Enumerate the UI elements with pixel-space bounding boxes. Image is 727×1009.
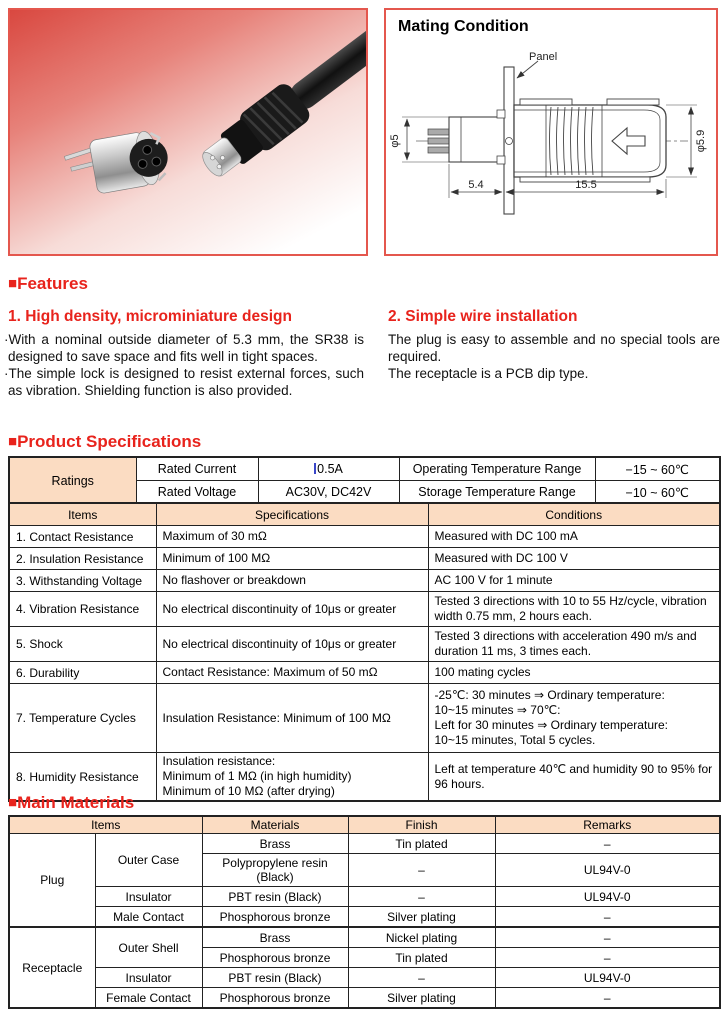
receptacle-group-cell: Receptacle [9, 927, 95, 1008]
finish-cell: Silver plating [348, 988, 495, 1009]
photo-background [10, 10, 366, 254]
material-cell: Brass [202, 834, 348, 854]
spec-row [9, 548, 720, 570]
mating-condition-drawing [386, 10, 716, 254]
remarks-cell: – [495, 927, 720, 948]
part-cell: Female Contact [95, 988, 202, 1009]
spec-condition: -25℃: 30 minutes ⇒ Ordinary temperature: 10~15 minutes ⇒ 70℃: Left for 30 minutes ⇒ Ordinary temperature: 10~15 minutes, Total 5 cycles. [428, 684, 720, 753]
material-cell: Brass [202, 927, 348, 948]
spec-value: Insulation resistance: Minimum of 1 MΩ (in high humidity) Minimum of 10 MΩ (after drying) [156, 753, 428, 802]
product-photo [10, 10, 366, 254]
spec-item: 3. Withstanding Voltage [9, 570, 156, 592]
spec-condition: 100 mating cycles [428, 662, 720, 684]
spec-row [9, 662, 720, 684]
rated-voltage-label: Rated Voltage [136, 481, 258, 505]
remarks-cell: – [495, 988, 720, 1009]
spec-item: 1. Contact Resistance [9, 526, 156, 548]
spec-item: 7. Temperature Cycles [9, 684, 156, 753]
product-specifications-heading: ■Product Specifications [8, 432, 202, 451]
dia-plug-label: φ5.9 [695, 129, 707, 153]
plug-group-cell: Plug [9, 834, 95, 928]
mating-condition-box [384, 8, 718, 256]
operating-temp-label: Operating Temperature Range [399, 457, 595, 481]
spec-item: 8. Humidity Resistance [9, 753, 156, 802]
materials-row [9, 927, 720, 948]
finish-cell: – [348, 968, 495, 988]
feature-1-title: 1. High density, microminiature design [8, 308, 292, 325]
spec-value: No electrical discontinuity of 10μs or greater [156, 627, 428, 662]
materials-header-finish: Finish [348, 816, 495, 834]
spec-value: Maximum of 30 mΩ [156, 526, 428, 548]
spec-row [9, 627, 720, 662]
spec-condition: AC 100 V for 1 minute [428, 570, 720, 592]
rated-voltage-value: AC30V, DC42V [258, 481, 399, 505]
rated-current-label: Rated Current [136, 457, 258, 481]
spec-condition: Tested 3 directions with acceleration 490 m/s and duration 11 ms, 3 times each. [428, 627, 720, 662]
finish-cell: Tin plated [348, 948, 495, 968]
material-cell: Phosphorous bronze [202, 948, 348, 968]
ratings-label-cell: Ratings [9, 457, 136, 504]
spec-value: Contact Resistance: Maximum of 50 mΩ [156, 662, 428, 684]
finish-cell: Silver plating [348, 907, 495, 928]
material-cell: PBT resin (Black) [202, 968, 348, 988]
materials-header-row [9, 816, 720, 834]
dim-plug-label: 15.5 [575, 179, 597, 191]
specifications-table [8, 502, 721, 802]
remarks-cell: – [495, 834, 720, 854]
feature-1-paragraph: ·The simple lock is designed to resist external forces, such as vibration. Shielding function is also provided. [4, 366, 364, 398]
text-cursor-artifact [314, 463, 316, 474]
materials-row [9, 968, 720, 988]
material-cell: Phosphorous bronze [202, 988, 348, 1009]
materials-row [9, 834, 720, 854]
spec-value: Insulation Resistance: Minimum of 100 MΩ [156, 684, 428, 753]
spec-row [9, 570, 720, 592]
materials-header-remarks: Remarks [495, 816, 720, 834]
spec-value: Minimum of 100 MΩ [156, 548, 428, 570]
ratings-table [8, 456, 721, 505]
feature-1-paragraph: ·With a nominal outside diameter of 5.3 mm, the SR38 is designed to save space and fits well in tight spaces. [4, 332, 364, 364]
remarks-cell: UL94V-0 [495, 887, 720, 907]
panel-label: Panel [529, 51, 558, 63]
features-heading: ■Features [8, 274, 88, 293]
storage-temp-label: Storage Temperature Range [399, 481, 595, 505]
feature-2-title: 2. Simple wire installation [388, 308, 578, 325]
mating-condition-title: Mating Condition [398, 18, 529, 35]
spec-row [9, 684, 720, 753]
remarks-cell: UL94V-0 [495, 854, 720, 887]
remarks-cell: – [495, 907, 720, 928]
spec-item: 5. Shock [9, 627, 156, 662]
material-cell: Polypropylene resin (Black) [202, 854, 348, 887]
finish-cell: Tin plated [348, 834, 495, 854]
part-cell: Male Contact [95, 907, 202, 928]
feature-2-body [388, 331, 720, 382]
section-bullet-icon: ■ [8, 794, 18, 811]
spec-row [9, 592, 720, 627]
spec-header-conditions: Conditions [428, 503, 720, 526]
spec-item: 2. Insulation Resistance [9, 548, 156, 570]
operating-temp-value: −15 ~ 60℃ [595, 457, 720, 481]
remarks-cell: UL94V-0 [495, 968, 720, 988]
materials-header-items: Items [9, 816, 202, 834]
product-photo-box [8, 8, 368, 256]
material-cell: PBT resin (Black) [202, 887, 348, 907]
remarks-cell: – [495, 948, 720, 968]
materials-header-materials: Materials [202, 816, 348, 834]
part-cell: Outer Case [95, 834, 202, 887]
section-bullet-icon: ■ [8, 433, 18, 450]
spec-value: No flashover or breakdown [156, 570, 428, 592]
feature-2-paragraph: The plug is easy to assemble and no special tools are required. [388, 332, 720, 364]
spec-condition: Left at temperature 40℃ and humidity 90 to 95% for 96 hours. [428, 753, 720, 802]
finish-cell: Nickel plating [348, 927, 495, 948]
spec-row [9, 526, 720, 548]
material-cell: Phosphorous bronze [202, 907, 348, 928]
spec-condition: Measured with DC 100 V [428, 548, 720, 570]
rated-current-value: 0.5A [258, 457, 399, 481]
materials-row [9, 907, 720, 928]
part-cell: Insulator [95, 887, 202, 907]
spec-condition: Measured with DC 100 mA [428, 526, 720, 548]
spec-header-row [9, 503, 720, 526]
dia-receptacle-label: φ5 [389, 134, 401, 148]
spec-item: 6. Durability [9, 662, 156, 684]
finish-cell: – [348, 854, 495, 887]
materials-row [9, 887, 720, 907]
dim-receptacle-label: 5.4 [468, 179, 484, 191]
part-cell: Insulator [95, 968, 202, 988]
materials-table [8, 815, 721, 1009]
finish-cell: – [348, 887, 495, 907]
feature-1-body [4, 331, 364, 399]
spec-header-items: Items [9, 503, 156, 526]
main-materials-heading: ■Main Materials [8, 793, 135, 812]
spec-condition: Tested 3 directions with 10 to 55 Hz/cycle, vibration width 0.75 mm, 2 hours each. [428, 592, 720, 627]
section-bullet-icon: ■ [8, 275, 18, 292]
spec-value: No electrical discontinuity of 10μs or greater [156, 592, 428, 627]
ratings-row [9, 457, 720, 481]
storage-temp-value: −10 ~ 60℃ [595, 481, 720, 505]
feature-2-paragraph: The receptacle is a PCB dip type. [388, 366, 589, 381]
part-cell: Outer Shell [95, 927, 202, 968]
spec-item: 4. Vibration Resistance [9, 592, 156, 627]
spec-header-specifications: Specifications [156, 503, 428, 526]
